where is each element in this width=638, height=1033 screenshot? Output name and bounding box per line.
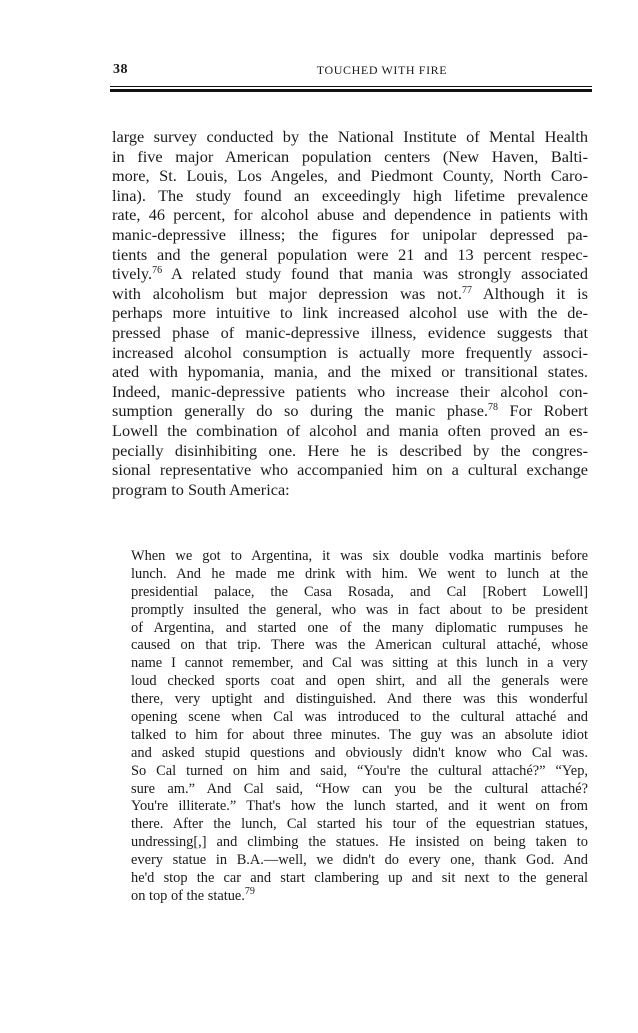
quote-line: name I cannot remember, and Cal was sitting at this lunch in a very bbox=[131, 655, 588, 672]
quote-line: every statue in B.A.—well, we didn't do every one, thank God. And bbox=[131, 852, 588, 869]
body-text-segment: with alcoholism but major depression was not. bbox=[112, 283, 462, 303]
footnote-ref: 77 bbox=[461, 284, 472, 296]
quote-line: sure am.” And Cal said, “How can you be the cultural attaché? bbox=[131, 780, 588, 797]
footnote-ref: 78 bbox=[488, 402, 498, 414]
quote-text-segment: on top of the statue. bbox=[131, 887, 245, 904]
body-text-segment: For Robert bbox=[498, 401, 588, 421]
body-line: in five major American population centers (New Haven, Balti- bbox=[112, 146, 588, 166]
body-line: ated with hypomania, mania, and the mixed or transitional states. bbox=[112, 362, 588, 382]
quote-line: When we got to Argentina, it was six double vodka martinis before bbox=[131, 548, 588, 564]
quote-line: and asked stupid questions and obviously didn't know who Cal was. bbox=[131, 744, 588, 761]
body-line: large survey conducted by the National Institute of Mental Health bbox=[112, 127, 588, 146]
quote-line: loud checked sports coat and open shirt, and all the generals were bbox=[131, 673, 588, 690]
quote-line: presidential palace, the Casa Rosada, and Cal [Robert Lowell] bbox=[131, 583, 588, 600]
quote-line: So Cal turned on him and said, “You're the cultural attaché?” “Yep, bbox=[131, 762, 588, 779]
body-line: pecially disinhibiting one. Here he is described by the congres- bbox=[112, 440, 588, 460]
body-text-segment: A related study found that mania was strongly associated bbox=[162, 264, 588, 284]
footnote-ref: 79 bbox=[244, 885, 255, 897]
body-line: program to South America: bbox=[112, 479, 290, 499]
footnote-ref: 76 bbox=[152, 265, 163, 277]
quote-line: You're illiterate.” That's how the lunch started, and it went on from bbox=[131, 798, 588, 815]
quote-line: lunch. And he made me drink with him. We went to lunch at the bbox=[131, 565, 588, 582]
body-line: pressed phase of manic-depressive illness, evidence suggests that bbox=[112, 322, 588, 342]
quote-line: he'd stop the car and start clambering up and sit next to the general bbox=[131, 870, 588, 887]
body-line bbox=[112, 401, 588, 421]
body-line: rate, 46 percent, for alcohol abuse and dependence in patients with bbox=[112, 205, 588, 225]
quote-line: talked to him for about three minutes. The guy was an absolute idiot bbox=[131, 726, 588, 743]
block-quote bbox=[131, 548, 588, 906]
quote-line: there, very uptight and distinguished. And there was this wonderful bbox=[131, 691, 588, 708]
body-line bbox=[112, 284, 588, 304]
body-line: manic-depressive illness; the figures for unipolar depressed pa- bbox=[112, 224, 588, 244]
body-text-segment: tively. bbox=[112, 264, 153, 284]
body-line: sional representative who accompanied him on a cultural exchange bbox=[112, 460, 588, 480]
body-text-segment: sumption generally do so during the manic phase. bbox=[112, 401, 488, 421]
body-text-segment: Although it is bbox=[471, 283, 588, 303]
body-line: Lowell the combination of alcohol and mania often proved an es- bbox=[112, 420, 588, 440]
quote-line: there. After the lunch, Cal started his tour of the equestrian statues, bbox=[131, 816, 588, 833]
quote-line: of Argentina, and started one of the many diplomatic rumpuses he bbox=[131, 619, 588, 636]
body-line: more, St. Louis, Los Angeles, and Piedmont County, North Caro- bbox=[112, 166, 588, 186]
body-line bbox=[112, 264, 588, 284]
body-line: increased alcohol consumption is actually more frequently associ- bbox=[112, 342, 588, 362]
quote-line: opening scene when Cal was introduced to the cultural attaché and bbox=[131, 709, 588, 726]
page-number: 38 bbox=[113, 62, 128, 77]
header-rule bbox=[110, 86, 592, 92]
body-line: lina). The study found an exceedingly high lifetime prevalence bbox=[112, 185, 588, 205]
running-head: TOUCHED WITH FIRE bbox=[316, 63, 448, 77]
quote-line: undressing[,] and climbing the statues. He insisted on being taken to bbox=[131, 834, 588, 851]
body-line: Indeed, manic-depressive patients who increase their alcohol con- bbox=[112, 381, 588, 401]
page-header bbox=[113, 58, 591, 78]
quote-line: caused on that trip. There was the American cultural attaché, whose bbox=[131, 637, 588, 654]
quote-line: promptly insulted the general, who was in fact about to be president bbox=[131, 601, 588, 618]
body-line: perhaps more intuitive to link increased alcohol use with the de- bbox=[112, 303, 588, 323]
body-line: tients and the general population were 21 and 13 percent respec- bbox=[112, 244, 588, 264]
quote-line bbox=[131, 885, 588, 906]
body-paragraph bbox=[112, 127, 588, 499]
